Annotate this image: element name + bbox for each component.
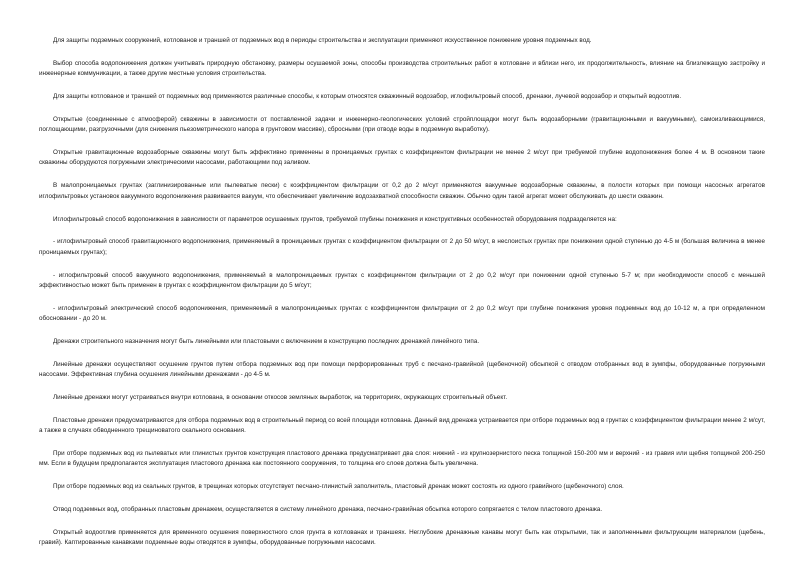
- list-item-gravity-wellpoint: - иглофильтровый способ гравитационного водопонижения, применяемый в проницаемых грунтах с коэффициентом фильтрации от 2 до 50 м/сут, в неслоистых грунтах при понижении одной ступенью до 4-5 м (большая величина в менее проницаемых грунтах);: [39, 238, 765, 256]
- paragraph-protection-methods: Для защиты котлованов и траншей от подземных вод применяются различные способы, к которым относятся скважинный водозабор, иглофильтровый способ, дренажи, лучевой водозабор и открытый водоотлив.: [53, 93, 682, 101]
- list-item-vacuum-wellpoint: - иглофильтровый способ вакуумного водопонижения, применяемый в малопроницаемых грунтах с коэффициентом фильтрации от 2 до 0,2 м/сут при понижении одной ступенью 5-7 м; при необходимости способ с меньшей эффективностью может быть применен в грунтах с коэффициентом фильтрации до 5 м/сут;: [39, 271, 765, 289]
- paragraph-open-wells: Открытые (соединенные с атмосферой) скважины в зависимости от поставленной задачи и инженерно-геологических условий стройплощадки могут быть водозаборными (гравитационными и вакуумными), самоизливающимися, поглощающими, разгрузочными (для снижения пьезометрического напора в грунтовом массиве), сбросными (при отводе воды в подземную выработку).: [39, 115, 765, 134]
- list-item-electro-wellpoint: - иглофильтровый электрический способ водопонижения, применяемый в малопроницаемых грунтах с коэффициентом фильтрации от 2 до 0,2 м/сут при глубине понижения уровня подземных вод до 10-12 м, а при определенном обосновании - до 20 м.: [39, 304, 765, 323]
- paragraph-drainage-types: Дренажи строительного назначения могут быть линейными или пластовыми с включением в конструкцию последних дренажей линейного типа.: [53, 337, 480, 345]
- paragraph-rock-drainage: При отборе подземных вод из скальных грунтов, в трещинах которых отсутствует песчано-глинистый заполнитель, пластовый дренаж может состоять из одного гравийного (щебеночного) слоя.: [53, 483, 624, 491]
- paragraph-linear-drainage-placement: Линейные дренажи могут устраиваться внутри котлована, в основании откосов земляных выработок, на территориях, окружающих строительный объект.: [53, 394, 508, 402]
- paragraph-method-selection: Выбор способа водопонижения должен учитывать природную обстановку, размеры осушаемой зоны, способы производства строительных работ в котловане и вблизи него, их продолжительность, влияние на близлежащую застройку и инженерные коммуникации, а также другие местные условия строительства.: [39, 59, 765, 78]
- paragraph-drainage-outflow: Отвод подземных вод, отобранных пластовым дренажем, осуществляется в систему линейного дренажа, песчано-гравийная обсыпка которого сопрягается с телом пластового дренажа.: [53, 506, 603, 514]
- paragraph-wellpoint-intro: Иглофильтровый способ водопонижения в зависимости от параметров осушаемых грунтов, требуемой глубины понижения и конструктивных особенностей оборудования подразделяется на:: [53, 215, 617, 223]
- paragraph-gravity-wells: Открытые гравитационные водозаборные скважины могут быть эффективно применены в проницаемых грунтах с коэффициентом фильтрации не менее 2 м/сут при требуемой глубине водопонижения более 4 м. В основном такие скважины оборудуются погружными электрическими насосами, работающими под заливом.: [39, 149, 765, 167]
- paragraph-linear-drainage: Линейные дренажи осуществляют осушение грунтов путем отбора подземных вод при помощи перфорированных труб с песчано-гравийной (щебеночной) обсыпкой с отводом отобранных вод в зумпфы, оборудованные погружными насосами. Эффективная глубина осушения линейными дренажами - до 4-5 м.: [39, 360, 765, 379]
- paragraph-layer-drainage: Пластовые дренажи предусматриваются для отбора подземных вод в строительный период со всей площади котлована. Данный вид дренажа устраивается при отборе подземных вод в грунтах с коэффициентом фильтрации менее 2 м/сут, а также в случаях обводненного трещиноватого скального основания.: [39, 416, 765, 435]
- paragraph-layer-drainage-structure: При отборе подземных вод из пылеватых или глинистых грунтов конструкция пластового дренажа предусматривает два слоя: нижний - из крупнозернистого песка толщиной 150-200 мм и верхний - из гравия или щебня толщиной 200-250 мм. Если в будущем предполагается эксплуатация пластового дренажа как постоянного сооружения, то толщина его слоев должна быть увеличена.: [39, 450, 765, 468]
- paragraph-vacuum-wells: В малопроницаемых грунтах (заглинизированные или пылеватые пески) с коэффициентом фильтрации от 0,2 до 2 м/сут применяются вакуумные водозаборные скважины, в полости которых при помощи насосных агрегатов иглофильтровых установок вакуумного водопонижения развивается вакуум, что обеспечивает увеличение водозахватной способности скважин. Обычно один такой агрегат может обслуживать до шести скважин.: [39, 182, 765, 200]
- paragraph-groundwater-protection: Для защиты подземных сооружений, котлованов и траншей от подземных вод в периоды строительства и эксплуатации применяют искусственное понижение уровня подземных вод.: [53, 37, 592, 44]
- paragraph-open-dewatering: Открытый водоотлив применяется для временного осушения поверхностного слоя грунта в котлованах и траншеях. Неглубокие дренажные канавы могут быть как открытыми, так и заполненными фильтрующим материалом (щебень, гравий). Каптированные канавками подземные воды отводятся в зумпфы, оборудованные погружными насосами.: [39, 529, 765, 547]
